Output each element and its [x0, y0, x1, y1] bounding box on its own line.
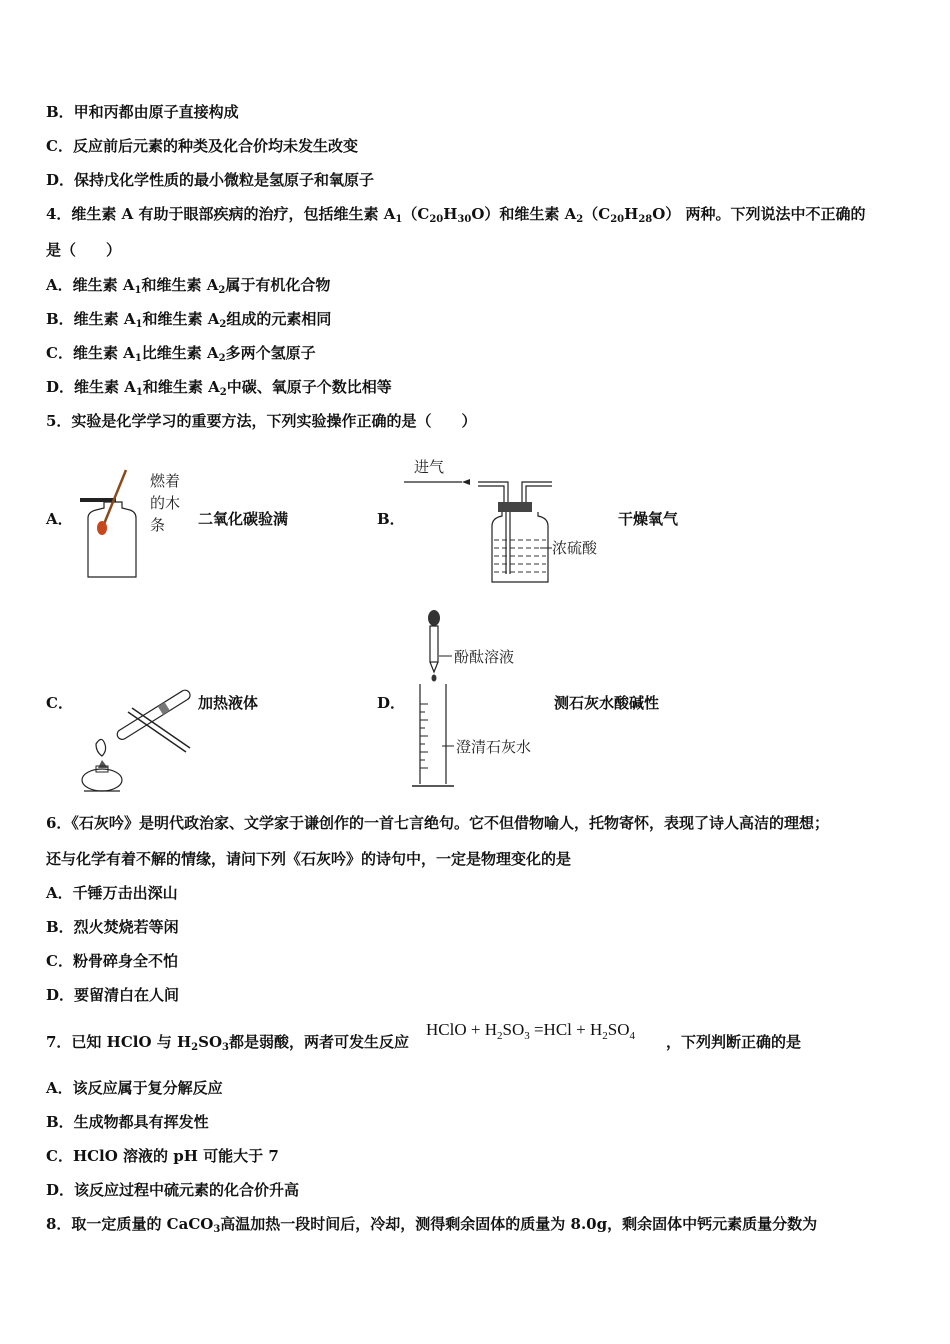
q6-option-a: A．千锤万击出深山	[46, 884, 178, 902]
svg-text:的木: 的木	[150, 494, 181, 512]
q5-stem: 5．实验是化学学习的重要方法，下列实验操作正确的是（ ）	[46, 412, 477, 430]
q4-option-c: C．维生素 $A_1$比维生素 $A_2$多两个氢原子	[46, 344, 316, 364]
q5-option-c-label: C．	[46, 694, 73, 712]
q5-option-a-caption: 二氧化碳验满	[198, 510, 289, 528]
q3-option-b: B．甲和丙都由原子直接构成	[46, 103, 239, 121]
q3-option-d: D．保持戊化学性质的最小微粒是氢原子和氧原子	[46, 171, 375, 189]
dropper-bulb	[428, 610, 440, 626]
q6-stem-line1: 6．《石灰吟》是明代政治家、文学家于谦创作的一首七言绝句。它不但借物喻人，托物寄怀，表现了诗人高洁的理想；	[46, 814, 829, 832]
droplet-icon	[432, 675, 437, 682]
q5-option-d-label: D．	[377, 694, 406, 712]
svg-text:条: 条	[150, 516, 166, 534]
q5-option-b-caption: 干燥氧气	[618, 510, 679, 528]
q4-option-a: A．维生素 $A_1$和维生素 $A_2$属于有机化合物	[46, 276, 331, 296]
q4-stem-line2: 是（ ）	[46, 241, 122, 259]
q5-option-c-caption: 加热液体	[198, 694, 259, 712]
q7-option-b: B．生成物都具有挥发性	[46, 1113, 209, 1131]
svg-text:进气: 进气	[414, 458, 445, 476]
svg-text:酚酞溶液: 酚酞溶液	[454, 648, 515, 666]
wooden-stick	[104, 470, 126, 524]
q8-stem: 8．取一定质量的 CaCO$_3$高温加热一段时间后，冷却，测得剩余固体的质量为 8.0g，剩余固体中钙元素质量分数为	[46, 1215, 818, 1235]
q7-stem: 7．已知 HClO 与 $H_2SO_3$都是弱酸，两者可发生反应	[46, 1033, 410, 1053]
q7-option-d: D．该反应过程中硫元素的化合价升高	[46, 1181, 300, 1199]
heating-liquid-figure	[74, 682, 204, 801]
q6-option-c: C．粉骨碎身全不怕	[46, 952, 178, 970]
arrow-icon	[462, 479, 470, 485]
reaction-equation: HClO + $H_2SO_3 =HCl + H_2SO_4$	[426, 1020, 635, 1042]
q4-option-d: D．维生素 $A_1$和维生素 $A_2$中碳、氧原子个数比相等	[46, 378, 392, 398]
q3-option-c: C．反应前后元素的种类及化合价均未发生改变	[46, 137, 358, 155]
q6-stem-line2: 还与化学有着不解的情缘，请问下列《石灰吟》的诗句中，一定是物理变化的是	[46, 850, 572, 868]
q4-stem: 4．维生素 A 有助于眼部疾病的治疗，包括维生素 $A_1(C_{20}H_{30}O)$和维生素 $A_2(C_{20}H_{28}O)$ 两种。下列说法中不正确的	[46, 205, 866, 225]
q6-option-d: D．要留清白在人间	[46, 986, 180, 1004]
q6-option-b: B．烈火焚烧若等闲	[46, 918, 179, 936]
dropper-cylinder-figure	[404, 608, 564, 797]
q7-option-c: C．HClO 溶液的 pH 可能大于 7	[46, 1147, 279, 1165]
glass-plate	[80, 498, 116, 502]
flame-icon	[97, 521, 107, 535]
flame-icon	[96, 739, 106, 756]
gas-drying-bottle-figure	[404, 452, 614, 591]
svg-text:澄清石灰水: 澄清石灰水	[456, 738, 532, 756]
q7-stem-tail: ，下列判断正确的是	[666, 1033, 802, 1051]
q4-option-b: B．维生素 $A_1$和维生素 $A_2$组成的元素相同	[46, 310, 332, 330]
q5-option-d-caption: 测石灰水酸碱性	[554, 694, 660, 712]
svg-text:浓硫酸: 浓硫酸	[552, 539, 598, 557]
co2-full-test-figure	[70, 462, 200, 586]
q5-option-b-label: B．	[377, 510, 405, 528]
q5-option-a-label: A．	[46, 510, 73, 528]
q7-option-a: A．该反应属于复分解反应	[46, 1079, 223, 1097]
svg-text:燃着: 燃着	[150, 472, 181, 490]
